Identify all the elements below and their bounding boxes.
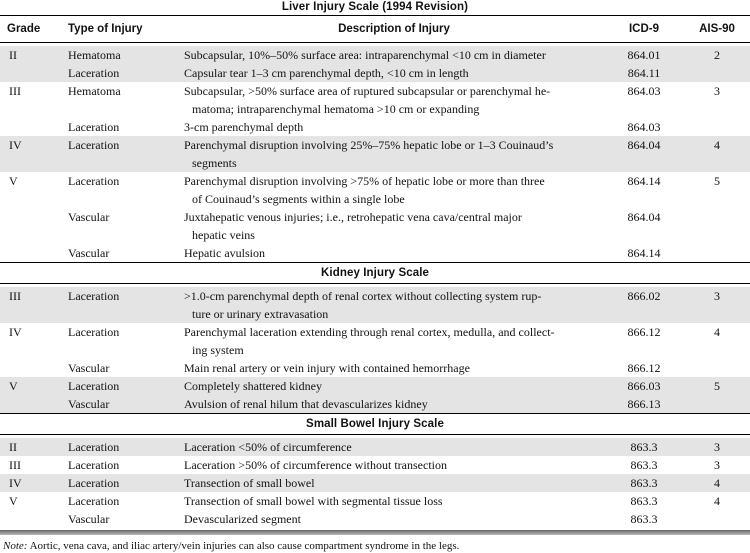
ais90-cell: 3 <box>714 458 720 472</box>
type-of-injury-cell: Laceration <box>68 120 120 134</box>
description-cell <box>184 438 604 456</box>
description-cell <box>184 377 604 395</box>
description-cell <box>184 287 604 323</box>
icd9-cell: 864.03 <box>627 84 661 98</box>
ais90-cell: 3 <box>714 84 720 98</box>
type-of-injury-cell: Hematoma <box>68 84 121 98</box>
description-cell <box>184 82 604 118</box>
table-row <box>0 82 750 118</box>
description-cell <box>184 492 604 510</box>
icd9-cell: 866.12 <box>627 361 661 375</box>
grade-cell: IV <box>9 476 22 490</box>
icd9-cell: 864.04 <box>627 210 661 224</box>
description-line: Avulsion of renal hilum that devascularizes kidney <box>184 397 428 411</box>
type-of-injury-cell: Laceration <box>68 138 120 152</box>
description-line: Subcapsular, >50% surface area of ruptured subcapsular or parenchymal he- <box>184 84 551 98</box>
description-line: Hepatic avulsion <box>184 246 265 260</box>
ais90-cell: 3 <box>714 289 720 303</box>
ais90-cell: 2 <box>714 48 720 62</box>
column-header-description: Description of Injury <box>338 23 450 35</box>
table-row <box>0 510 750 528</box>
ais90-cell: 4 <box>714 325 720 339</box>
table-row <box>0 456 750 474</box>
ais90-cell: 5 <box>714 379 720 393</box>
description-line: Parenchymal laceration extending through renal cortex, medulla, and collect- <box>184 325 555 339</box>
description-line: Parenchymal disruption involving >75% of hepatic lobe or more than three <box>184 174 545 188</box>
type-of-injury-cell: Vascular <box>68 246 110 260</box>
column-header-grade: Grade <box>7 23 41 35</box>
table-row <box>0 377 750 395</box>
type-of-injury-cell: Vascular <box>68 361 110 375</box>
description-cell <box>184 172 604 208</box>
column-header-icd9: ICD-9 <box>628 23 660 35</box>
note-label: Note: <box>3 540 28 552</box>
description-line: Laceration >50% of circumference without transection <box>184 458 447 472</box>
table-row <box>0 118 750 136</box>
description-line: of Couinaud’s segments within a single lobe <box>192 192 405 206</box>
description-line: Subcapsular, 10%–50% surface area: intraparenchymal <10 cm in diameter <box>184 48 546 62</box>
description-cell <box>184 136 604 172</box>
ais90-cell: 5 <box>714 174 720 188</box>
icd9-cell: 863.3 <box>630 494 658 508</box>
icd9-cell: 864.01 <box>627 48 661 62</box>
grade-cell: V <box>9 174 18 188</box>
type-of-injury-cell: Vascular <box>68 397 110 411</box>
table-title: Liver Injury Scale (1994 Revision) <box>0 0 750 16</box>
ais90-cell: 4 <box>714 476 720 490</box>
table-body <box>0 46 750 528</box>
description-cell <box>184 456 604 474</box>
table-row <box>0 208 750 244</box>
description-line: Devascularized segment <box>184 512 301 526</box>
grade-cell: II <box>9 48 17 62</box>
ais90-cell: 3 <box>714 440 720 454</box>
icd9-cell: 864.04 <box>627 138 661 152</box>
description-line: Parenchymal disruption involving 25%–75% hepatic lobe or 1–3 Couinaud’s <box>184 138 554 152</box>
description-cell <box>184 323 604 359</box>
ais90-cell: 4 <box>714 138 720 152</box>
description-cell <box>184 46 604 64</box>
description-line: Transection of small bowel <box>184 476 315 490</box>
type-of-injury-cell: Laceration <box>68 174 120 188</box>
icd9-cell: 863.3 <box>630 512 658 526</box>
table-row <box>0 359 750 377</box>
type-of-injury-cell: Vascular <box>68 512 110 526</box>
grade-cell: III <box>9 84 21 98</box>
section-header: Small Bowel Injury Scale <box>0 413 750 435</box>
grade-cell: V <box>9 379 18 393</box>
description-cell <box>184 359 604 377</box>
table-row <box>0 395 750 413</box>
icd9-cell: 866.12 <box>627 325 661 339</box>
description-cell <box>184 244 604 262</box>
description-cell <box>184 395 604 413</box>
column-header-type: Type of Injury <box>68 23 143 35</box>
icd9-cell: 863.3 <box>630 458 658 472</box>
ais90-cell: 4 <box>714 494 720 508</box>
table-row <box>0 323 750 359</box>
description-line: Completely shattered kidney <box>184 379 322 393</box>
description-line: ture or urinary extravasation <box>192 307 329 321</box>
icd9-cell: 866.13 <box>627 397 661 411</box>
column-header-row <box>0 16 750 43</box>
description-cell <box>184 64 604 82</box>
icd9-cell: 864.14 <box>627 174 661 188</box>
description-line: >1.0-cm parenchymal depth of renal cortex without collecting system rup- <box>184 289 542 303</box>
icd9-cell: 866.03 <box>627 379 661 393</box>
section-header: Kidney Injury Scale <box>0 262 750 284</box>
type-of-injury-cell: Laceration <box>68 494 120 508</box>
type-of-injury-cell: Laceration <box>68 66 120 80</box>
table-note <box>0 539 750 553</box>
description-line: 3-cm parenchymal depth <box>184 120 304 134</box>
icd9-cell: 863.3 <box>630 440 658 454</box>
icd9-cell: 863.3 <box>630 476 658 490</box>
table-row <box>0 172 750 208</box>
grade-cell: IV <box>9 325 22 339</box>
grade-cell: IV <box>9 138 22 152</box>
icd9-cell: 864.11 <box>627 66 661 80</box>
table-row <box>0 474 750 492</box>
description-line: ing system <box>192 343 244 357</box>
icd9-cell: 864.14 <box>627 246 661 260</box>
description-line: Laceration <50% of circumference <box>184 440 352 454</box>
table-row <box>0 46 750 64</box>
description-cell <box>184 118 604 136</box>
type-of-injury-cell: Laceration <box>68 476 120 490</box>
description-line: matoma; intraparenchymal hematoma >10 cm or expanding <box>192 102 480 116</box>
icd9-cell: 866.02 <box>627 289 661 303</box>
description-cell <box>184 474 604 492</box>
description-cell <box>184 208 604 244</box>
description-line: Capsular tear 1–3 cm parenchymal depth, <10 cm in length <box>184 66 469 80</box>
description-line: Main renal artery or vein injury with contained hemorrhage <box>184 361 470 375</box>
description-line: Juxtahepatic venous injuries; i.e., retrohepatic vena cava/central major <box>184 210 522 224</box>
table-row <box>0 136 750 172</box>
icd9-cell: 864.03 <box>627 120 661 134</box>
table-row <box>0 244 750 262</box>
table-bottom-rule <box>0 530 750 535</box>
description-line: hepatic veins <box>192 228 255 242</box>
description-cell <box>184 510 604 528</box>
table-row <box>0 492 750 510</box>
table-row <box>0 438 750 456</box>
type-of-injury-cell: Laceration <box>68 289 120 303</box>
type-of-injury-cell: Laceration <box>68 440 120 454</box>
type-of-injury-cell: Vascular <box>68 210 110 224</box>
type-of-injury-cell: Laceration <box>68 458 120 472</box>
description-line: Transection of small bowel with segmental tissue loss <box>184 494 443 508</box>
type-of-injury-cell: Hematoma <box>68 48 121 62</box>
grade-cell: III <box>9 458 21 472</box>
column-header-ais90: AIS-90 <box>699 23 735 35</box>
grade-cell: II <box>9 440 17 454</box>
table-row <box>0 64 750 82</box>
type-of-injury-cell: Laceration <box>68 379 120 393</box>
type-of-injury-cell: Laceration <box>68 325 120 339</box>
table-row <box>0 287 750 323</box>
grade-cell: III <box>9 289 21 303</box>
note-text: Aortic, vena cava, and iliac artery/vein injuries can also cause compartment syndrome in the legs. <box>27 540 460 552</box>
description-line: segments <box>192 156 237 170</box>
grade-cell: V <box>9 494 18 508</box>
